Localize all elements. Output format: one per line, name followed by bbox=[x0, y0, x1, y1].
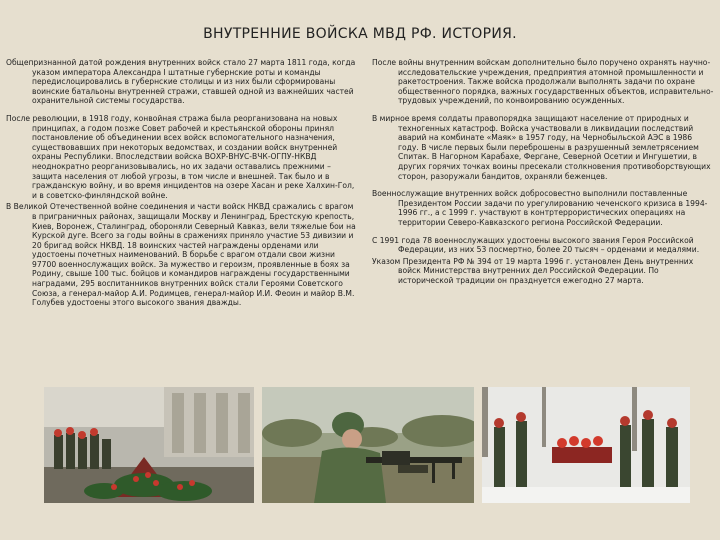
paragraph-peacetime: В мирное время солдаты правопорядка защищают население от природных и техногенных катастроф. Войска участвовали в ликвидации последствий аварий на комбинате «Маяк» в 1957 году, на Чернобыльской АЭС в 1986 году. В числе первых были переброшены в разрушенный землетрясением Спитак. В Нагорном Карабахе, Фергане, Северной Осетии и Ингушетии, в других горячих точках воины пресекали столкновения противоборствующих сторон, разоружали бандитов, охраняли беженцев. bbox=[372, 113, 711, 181]
right-text-column bbox=[372, 58, 714, 293]
paragraph-after-revolution: После революции, в 1918 году, конвойная стража была реорганизована на новых принципах, а годом позже Совет рабочей и крестьянской обороны принял постановление об объединении всех войск вспомогательного назначения, существовавших при некоторых ведомствах, и создании войск внутренней охраны Республики. Впоследствии войска ВОХР-ВНУС-ВЧК-ОГПУ-НКВД неоднократно реорганизовывались, но их задачи оставались прежними – защита населения от любой угрозы, в том числе и внешней. Так было и в гражданскую войну, и во время инцидентов на озере Хасан и реке Халхин-Гол, и в советско-финляндской войне. bbox=[6, 113, 355, 200]
paragraph-founding: Общепризнанной датой рождения внутренних войск стало 27 марта 1811 года, когда указом императора Александра I штатные губернские роты и команды передислоцировались в губернские столицы и из них были сформированы воинские батальоны внутренней стражи, ставшей одной из важнейших частей охранительной системы государства. bbox=[6, 58, 356, 106]
paragraph-chechen-crisis: Военнослужащие внутренних войск добросовестно выполнили поставленные Президентом России задачи по урегулированию чеченского кризиса в 1994-1996 гг., а с 1999 г. участвуют в контртеррористических операциях на территории Северо-Кавказского региона Российской Федерации. bbox=[372, 189, 708, 227]
paragraph-great-patriotic-war: В Великой Отечественной войне соединения и части войск НКВД сражались с врагом в приграничных районах, защищали Москву и Ленинград, Брестскую крепость, Киев, Воронеж, Сталинград, обороняли Северный Кавказ, вели тяжелые бои на Курской дуге. Всего за годы войны в сражениях приняло участие 53 дивизии и 20 бригад войск НКВД. 18 воинских частей награждены орденами или удостоены почетных наименований. В борьбе с врагом отдали свои жизни 97700 военнослужащих войск. За мужество и героизм, проявленные в боях за Родину, свыше 100 тыс. бойцов и командиров награждены государственными наградами, 295 воспитанников внутренних войск стали Героями Советского Союза, а генерал-майор А.И. Родимцев, генерал-майор И.И. Феоин и майор В.М. Голубев удостоены этого высокого звания дважды. bbox=[6, 202, 356, 308]
paragraph-troops-day: Указом Президента РФ № 394 от 19 марта 1996 г. установлен День внутренних войск Министерства внутренних дел Российской Федерации. По исторической традиции он празднуется ежегодно 27 марта. bbox=[372, 256, 694, 285]
page-title: ВНУТРЕННИЕ ВОЙСКА МВД РФ. ИСТОРИЯ. bbox=[203, 26, 517, 42]
soldier-machine-gun-photo bbox=[262, 387, 474, 503]
winter-funeral-photo bbox=[482, 387, 690, 503]
paragraph-post-war: После войны внутренним войскам дополнительно было поручено охранять научно-исследовательские учреждения, предприятия атомной промышленности и ракетостроения. Также войска продолжали выполнять задачи по охране общественного порядка, важных государственных объектов, исправительно-трудовых учреждений, по конвоированию осужденных. bbox=[372, 58, 714, 106]
memorial-ceremony-photo bbox=[44, 387, 254, 503]
left-text-column bbox=[6, 58, 356, 316]
paragraph-heroes: С 1991 года 78 военнослужащих удостоены высокого звания Героя Российской Федерации, из них 53 посмертно, более 20 тысяч – орденами и медалями. bbox=[372, 235, 700, 255]
